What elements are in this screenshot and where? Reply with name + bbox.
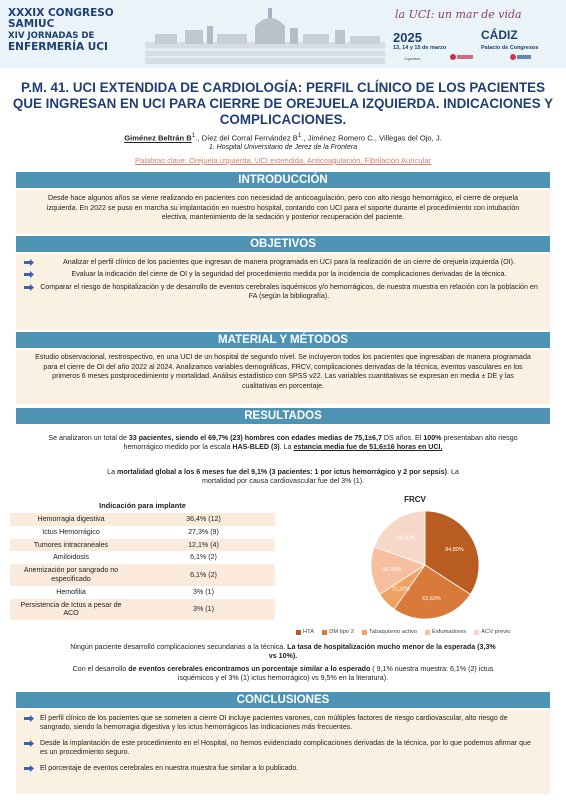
legend-item <box>362 629 417 635</box>
congress-venue: Palacio de Congresos <box>481 45 539 51</box>
section-header-material-metodos: MATERIAL Y MÉTODOS <box>16 332 550 348</box>
resultados-paragraph-2 <box>16 468 550 487</box>
table-row <box>10 586 275 599</box>
keywords-line <box>10 156 556 165</box>
congress-year: 2025 <box>393 30 422 45</box>
table-row <box>10 564 275 586</box>
objetivo-text: Evaluar la indicación del cierre de OI y la seguridad del procedimiento medida por la incidencia de complicaciones derivadas de la técnica. <box>71 270 507 279</box>
conclusiones-list <box>16 714 550 773</box>
congress-line-1: XXXIX CONGRESO <box>8 7 114 19</box>
intro-text: Desde hace algunos años se viene realizando en pacientes con necesidad de anticoagulación, pero con alto riesgo hemorrágico, el cierre de orejuela izquierda. En 2022 se puso en marcha su implantación en nuestro hospital, contando con UCI para el soporte durante el procedimiento con intubación electiva, mantenimiento de la sedación y posterior recuperación del paciente. <box>46 194 520 222</box>
pie-data-label: 84,80% <box>445 546 464 553</box>
legend-swatch <box>425 630 430 635</box>
table-cell: 3% (1) <box>132 599 275 621</box>
legend-label: ACV previo <box>481 629 511 635</box>
res-p3-b: La tasa de hospitalización mucho menor de la esperada (3,3% vs 10%). <box>268 643 496 661</box>
legend-label: HTA <box>303 629 315 635</box>
table-cell: 3% (1) <box>132 586 275 599</box>
congress-city: CÁDIZ <box>481 28 518 42</box>
legend-item <box>425 629 466 635</box>
res-p3-a: Ningún paciente desarrolló complicaciones secundarias a la técnica. <box>70 643 288 651</box>
conclusiones-box <box>16 710 550 794</box>
resultados-paragraph-1 <box>16 434 550 453</box>
section-header-resultados: RESULTADOS <box>16 408 550 424</box>
table-cell: 27,3% (9) <box>132 526 275 539</box>
arrow-right-icon <box>24 284 34 291</box>
table-row <box>10 551 275 564</box>
legend-label: Exfumadores <box>432 629 467 635</box>
table-row <box>10 539 275 552</box>
congress-line-3: XIV JORNADAS DE <box>8 31 95 41</box>
conclusion-text: El perfil clínico de los pacientes que se someten a cierre OI incluye pacientes varones, con múltiples factores de riesgo cardiovascular, alto riesgo de sangrado, siendo la hemorragia digestiva y los ictus hemorrágicos las indicaciones más frecuentes. <box>40 714 508 732</box>
table-row <box>10 526 275 539</box>
res-p4-c: ( 9,1% nuestra muestra: 6,1% (2) ictus isquémicos y el 3% (1) ictus hemorrágico) vs 9,5% en la literatura). <box>177 665 494 683</box>
affiliation: 1. Hospital Universitario de Jerez de la Frontera <box>208 144 358 151</box>
pie-data-label: 48,50% <box>396 535 416 542</box>
arrow-right-icon <box>24 271 34 278</box>
saluz-logo <box>510 53 532 61</box>
pie-data-label: 63,60% <box>422 595 441 602</box>
conclusion-item <box>16 764 550 773</box>
table-cell: Ictus Hemorrágico <box>10 526 132 539</box>
legend-swatch <box>362 630 367 635</box>
frcv-pie-chart <box>300 505 550 625</box>
res-p1-d: 100% <box>423 434 442 442</box>
section-header-conclusiones: CONCLUSIONES <box>16 692 550 708</box>
congress-line-4: ENFERMERÍA UCI <box>8 40 108 53</box>
res-p1-g: . La <box>279 443 294 452</box>
legend-item <box>322 629 354 635</box>
material-text: Estudio observacional, restrospectivo, en una UCI de un hospital de segundo nivel. Se incluyeron todos los pacientes que ingresaban de manera programada para el cierre de OI del año 2022 al 2024. Analizamos variables demográficas, FRCV, complicaciones derivadas de la técnica, eventos vasculares en los primeros 6 meses postprocedimiento y mortalidad. Análisis estadístico con SPSS v22. Las variables cuantitativas se expresan en media ± DE y las cualitativas en porcentaje. <box>35 353 531 390</box>
indicacion-table <box>10 498 275 620</box>
objetivo-item <box>16 258 550 267</box>
res-p2-a: La <box>107 468 118 476</box>
conclusion-text: Desde la implantación de este procedimiento en el Hospital, no hemos evidenciado complicaciones derivadas de la técnica, por lo que podemos afirmar que es un procedimiento seguro. <box>40 738 531 757</box>
table-cell: Anemización por sangrado no especificado <box>10 564 132 586</box>
table-cell: 12,1% (4) <box>132 539 275 552</box>
res-p2-b: mortalidad global a los 6 meses fue del 9,1% (3 pacientes: 1 por ictus hemorrágico y 2 por sepsis) <box>117 468 447 476</box>
legend-label: DM tipo 2 <box>329 629 354 635</box>
authors-line <box>10 132 556 143</box>
author-sup-1: 1 <box>191 132 196 139</box>
chart-title: FRCV <box>404 495 426 504</box>
congress-name <box>8 8 140 52</box>
table-cell: Hemofilia <box>10 586 132 599</box>
table-row <box>10 513 275 526</box>
pie-data-label: 15,20% <box>391 586 411 593</box>
poster-title: P.M. 41. UCI EXTENDIDA DE CARDIOLOGÍA: PERFIL CLÍNICO DE LOS PACIENTES QUE INGRESAN EN UCI PARA CIERRE DE OREJUELA IZQUIERDA. INDICACIONES Y COMPLICACIONES. <box>12 80 554 127</box>
organizers-label: Organizan: <box>404 57 422 61</box>
keywords-value: : Orejuela izquierda, UCI extendida, Anticoagulación, Fibrilación Auricular <box>184 156 431 165</box>
arrow-right-icon <box>24 740 34 747</box>
legend-item <box>296 629 314 635</box>
congress-line-2: SAMIUC <box>8 17 55 30</box>
objetivos-box <box>16 254 550 330</box>
cadiz-skyline-image <box>145 4 385 64</box>
table-row <box>10 599 275 621</box>
authors-rest-2: ., Jiménez Romero C., Villegas del Ojo, J. <box>301 133 442 143</box>
legend-item <box>474 629 510 635</box>
conclusion-item <box>16 714 550 733</box>
res-p1-a: Se analizaron un total de <box>48 434 129 442</box>
chart-legend <box>296 629 556 635</box>
res-p1-b: 33 pacientes, siendo el 69,7% (23) hombres con edades medias de 75,1±6,7 <box>128 434 382 442</box>
keywords-label: Palabras clave <box>135 156 185 165</box>
arrow-right-icon <box>24 715 34 722</box>
pie-data-label: 36,40% <box>382 566 402 573</box>
table-cell: 6,1% (2) <box>132 564 275 586</box>
objetivo-text: Analizar el perfil clínico de los pacientes que ingresan de manera programada en UCI para la realización de un cierre de orejuela izquierda (OI). <box>63 258 515 266</box>
objetivos-list <box>16 258 550 302</box>
objetivo-text: Comparar el riesgo de hospitalización y de desarrollo de eventos cerebrales isquémicos y/o hemorrágicos, de nuestra muestra en relación con la población en FA (según la bibliografía). <box>40 282 538 301</box>
objetivo-item <box>16 283 550 302</box>
table-header: Indicación para implante <box>10 498 275 513</box>
table-cell: 36,4% (12) <box>132 513 275 526</box>
res-p4-b: de eventos cerebrales encontramos un porcentaje similar a lo esperado <box>128 665 371 673</box>
res-p1-h: estancia media fue de 51,6±16 horas en UCI. <box>293 443 443 452</box>
resultados-paragraph-3 <box>16 643 550 662</box>
res-p4-a: Con el desarrollo <box>72 665 129 673</box>
section-header-introduccion: INTRODUCCIÓN <box>16 172 550 188</box>
legend-swatch <box>474 630 479 635</box>
arrow-right-icon <box>24 765 34 772</box>
conclusion-text: El porcentaje de eventos cerebrales en nuestra muestra fue similar a lo publicado. <box>40 763 299 772</box>
congress-dates: 13, 14 y 15 de marzo <box>393 45 447 51</box>
table-cell: 6,1% (2) <box>132 551 275 564</box>
table-cell: Hemorragia digestiva <box>10 513 132 526</box>
main-author: Giménez Beltrán B <box>124 133 192 143</box>
legend-swatch <box>322 630 327 635</box>
section-header-objetivos: OBJETIVOS <box>16 236 550 252</box>
res-p1-e: presentaban alto riesgo hemorrágico medido por la escala <box>123 434 518 452</box>
table-cell: Persistencia de Ictus a pesar de ACO <box>10 599 132 621</box>
legend-swatch <box>296 630 301 635</box>
congress-tagline: la UCI: un mar de vida <box>395 8 522 21</box>
samiuc-logo <box>450 53 474 61</box>
res-p1-c: DS años. El <box>381 434 424 442</box>
congress-banner <box>0 0 566 68</box>
conclusion-item <box>16 739 550 758</box>
arrow-right-icon <box>24 259 34 266</box>
table-cell: Tumores intracraneales <box>10 539 132 552</box>
res-p1-f: HAS-BLED (3) <box>232 443 280 452</box>
authors-rest: ., Díez del Corral Fernández B <box>195 133 298 143</box>
legend-label: Tabaquismo activo <box>368 629 417 635</box>
objetivo-item <box>16 270 550 279</box>
res-p2-c: . La mortalidad por causa cardiovascular fue del 3% (1). <box>201 468 459 486</box>
table-cell: Amiloidosis <box>10 551 132 564</box>
author-sup-2: 1 <box>297 132 302 139</box>
resultados-paragraph-4 <box>16 665 550 684</box>
